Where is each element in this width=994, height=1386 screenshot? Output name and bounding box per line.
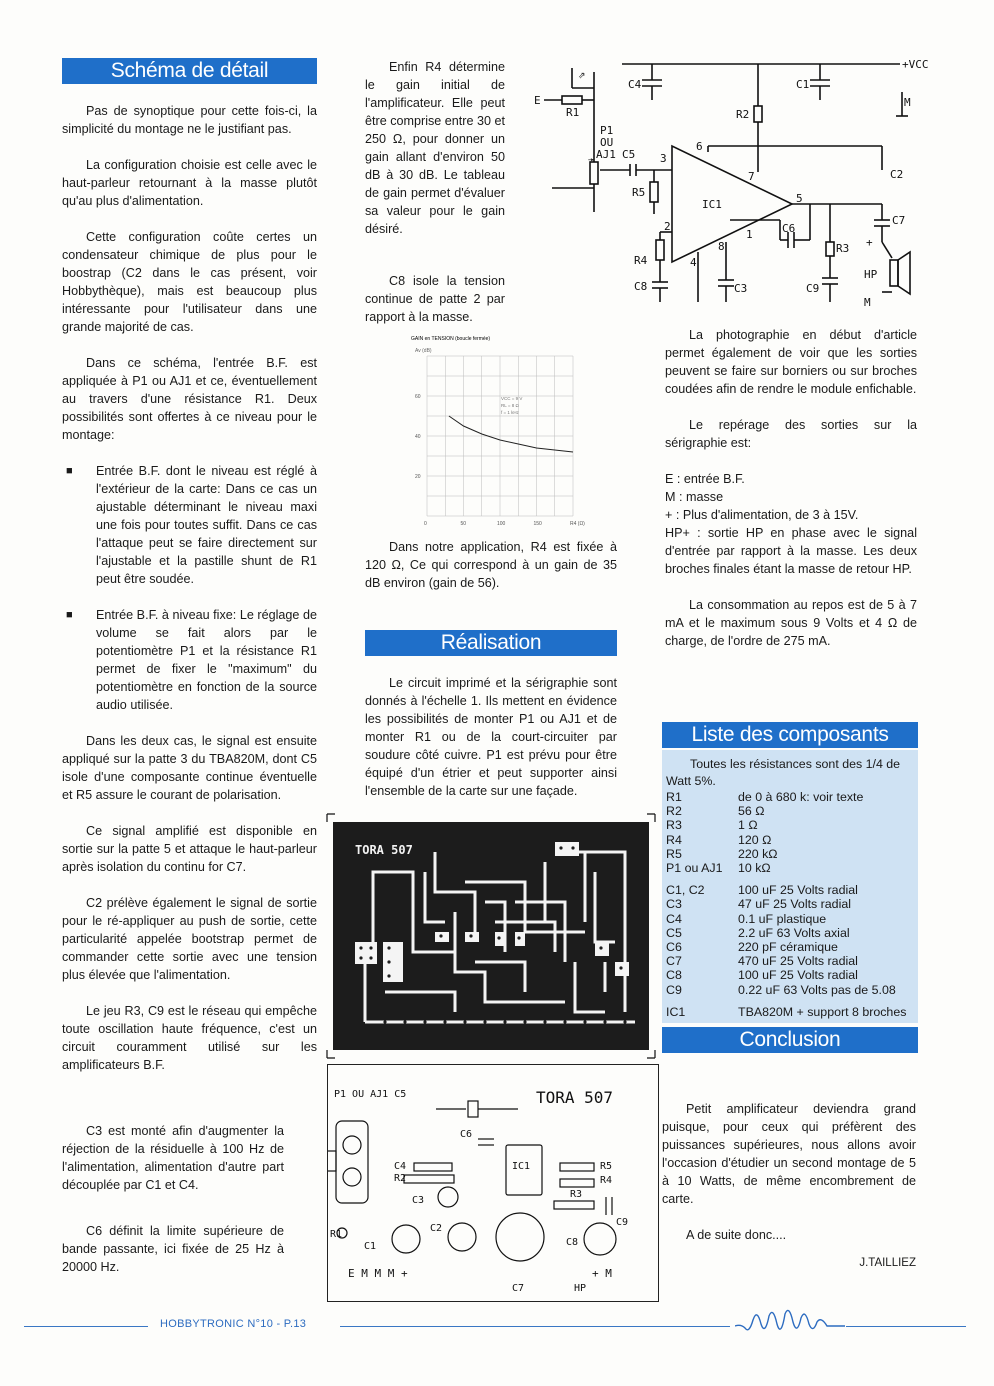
bullet-item (62, 462, 317, 588)
middle-column-3 (365, 538, 617, 610)
pcb-pad-hole (369, 946, 372, 949)
svg-text:M: M (864, 296, 871, 309)
pcb-pad-hole (563, 1020, 566, 1023)
capacitor-row (666, 983, 914, 997)
y-tick-label: 60 (415, 394, 421, 400)
svg-text:E: E (534, 94, 541, 107)
part-ref: R3 (666, 818, 682, 833)
svg-text:C1: C1 (364, 1241, 377, 1252)
part-ref: C5 (666, 925, 682, 940)
svg-text:C3: C3 (412, 1195, 425, 1206)
pcb-pad-hole (503, 1020, 506, 1023)
svg-text:P1: P1 (600, 124, 614, 137)
silk-top-label: P1 OU AJ1 C5 (334, 1089, 407, 1100)
paragraph: La configuration choisie est celle avec le haut-parleur retournant à la masse plutôt qu'au plus d'alimentation. (62, 158, 317, 208)
svg-text:R3: R3 (836, 242, 850, 255)
part-value: 100 uF 25 Volts radial (738, 883, 858, 898)
svg-text:M: M (904, 96, 911, 109)
graph-grid (427, 356, 573, 516)
left-column-lower (62, 1122, 284, 1294)
parts-section (662, 722, 918, 1071)
svg-text:⇗: ⇗ (578, 67, 586, 81)
svg-text:OU: OU (600, 136, 614, 149)
svg-text:IC1: IC1 (702, 198, 722, 211)
svg-text:R3: R3 (570, 1189, 583, 1200)
svg-text:C3: C3 (734, 282, 748, 295)
svg-text:7: 7 (748, 170, 755, 183)
paragraph: La photographie en début d'article permet également de voir que les sorties peuvent se faire sur borniers ou sur broches coudées afin de rendre le module enfichable. (665, 328, 917, 396)
svg-text:IC1: IC1 (512, 1161, 531, 1172)
svg-text:C8: C8 (566, 1237, 579, 1248)
part-ref: C1, C2 (666, 883, 705, 898)
pcb-pad-hole (369, 956, 372, 959)
middle-column (365, 58, 505, 256)
parts-intro: Toutes les résistances sont des 1/4 de Watt 5%. (666, 757, 901, 788)
middle-column-4 (365, 630, 617, 818)
svg-text:AJ1: AJ1 (596, 148, 616, 161)
paragraph: La consommation au repos est de 5 à 7 mA et le maximum sous 9 Volts et 4 Ω de charge, de l'ordre de 275 mA. (665, 598, 917, 648)
ic-row (666, 1005, 914, 1019)
section-heading-schema: Schéma de détail (62, 58, 317, 84)
part-value: 220 kΩ (738, 846, 778, 861)
y-tick-label: 40 (415, 434, 421, 440)
resistor-row (666, 861, 914, 875)
graph-ylabel: Av (dB) (415, 348, 432, 354)
svg-text:C7: C7 (892, 214, 906, 227)
paragraph: Enfin R4 détermine le gain initial de l'amplificateur. Elle peut être comprise entre 30 et 250 Ω, pour donner un gain allant d'environ 50 dB à 30 dB. Le tableau de gain permet d'évaluer sa valeur pour le gain désiré. (365, 60, 506, 236)
part-value: 0.1 uF plastique (738, 911, 827, 926)
bullet-text: Entrée B.F. dont le niveau est réglé à l'extérieur de la carte: Dans ce cas un ajustable déterminant le niveau maxi une fois pour toutes suffit. Dans ce cas l'attaque peut se faire directement sur l'ajustable et la pastille shunt de R1 peut être soudée. (96, 464, 317, 586)
paragraph: A de suite donc.... (686, 1228, 787, 1242)
svg-text:2: 2 (664, 220, 671, 233)
part-ref: P1 ou AJ1 (666, 861, 723, 876)
pcb-pad-hole (463, 1020, 466, 1023)
silk-bottom-right: + M (592, 1267, 612, 1280)
svg-text:1: 1 (746, 228, 753, 241)
x-tick-label: 150 (533, 521, 542, 527)
section-heading-parts: Liste des composants (662, 722, 918, 748)
x-tick-label: 100 (497, 521, 506, 527)
part-ref: C9 (666, 982, 682, 997)
capacitor-row (666, 926, 914, 940)
silk-title: TORA 507 (536, 1088, 614, 1107)
graph-title: GAIN en TENSION (boucle fermée) (411, 336, 491, 342)
pcb-frame (325, 812, 657, 1060)
capacitor-row (666, 954, 914, 968)
silkscreen-layout (328, 1065, 658, 1301)
svg-text:C9: C9 (806, 282, 820, 295)
paragraph: Dans les deux cas, le signal est ensuite appliqué sur la patte 3 du TBA820M, dont C5 isole d'une composante continue éventuelle et R5 assure le courant de polarisation. (62, 734, 317, 802)
pcb-pad-hole (359, 946, 362, 949)
x-tick-label: 50 (460, 521, 467, 527)
part-ref: R5 (666, 846, 682, 861)
svg-text:C7: C7 (512, 1283, 525, 1294)
resistor-row (666, 833, 914, 847)
svg-text:6: 6 (696, 140, 703, 153)
legend-f: f = 1 kHz (501, 410, 519, 415)
bullet-text: Entrée B.F. à niveau fixe: Le réglage de volume se fait alors par le potentiomètre P1 et la résistance R1 permet de fixer le "maximum" du potentiomètre en fonction de la source audio utilisée. (96, 608, 317, 712)
part-value: 56 Ω (738, 804, 765, 819)
x-tick-label: 0 (424, 521, 427, 527)
pcb-title: TORA 507 (355, 843, 413, 857)
capacitor-row (666, 968, 914, 982)
svg-text:C9: C9 (616, 1217, 629, 1228)
paragraph: C2 prélève également le signal de sortie pour le ré-appliquer au push de sortie, cette particularité appelée bootstrap permet de commander cette sortie avec une tension plus élevée que l'alimentation. (62, 896, 317, 982)
svg-text:C2: C2 (430, 1223, 443, 1234)
resistor-row (666, 804, 914, 818)
part-ref: IC1 (666, 1004, 686, 1019)
svg-text:R1: R1 (330, 1229, 343, 1240)
svg-text:➛: ➛ (588, 153, 596, 167)
pcb-pad-hole (443, 1020, 446, 1023)
part-value: 120 Ω (738, 832, 772, 847)
paragraph: Le jeu R3, C9 est le réseau qui empêche toute oscillation haute fréquence, c'est un circuit couramment utilisé sur les amplificateurs B.F. (62, 1004, 317, 1072)
output-plus: + : Plus d'alimentation, de 3 à 15V. (665, 508, 859, 522)
pcb-pad-hole (469, 934, 472, 937)
paragraph: Petit amplificateur deviendra grand puisque, pour ceux qui préfèrent des puissances supérieures, nous allons avoir l'occasion d'étudier un second montage de 5 à 10 Watts, de même encombrement de carte. (662, 1102, 916, 1206)
bullet-icon: ■ (66, 465, 73, 477)
part-ref: C4 (666, 911, 682, 926)
svg-text:C5: C5 (622, 148, 636, 161)
svg-text:+: + (866, 236, 873, 249)
part-value: 0.22 uF 63 Volts pas de 5.08 (738, 982, 896, 997)
part-ref: C6 (666, 940, 682, 955)
silk-bottom-left: E M M M + (348, 1267, 408, 1280)
resistor-row (666, 790, 914, 804)
pcb-pad-hole (387, 946, 390, 949)
paragraph: Le repérage des sorties sur la sérigraphie est: (665, 418, 917, 450)
svg-text:+VCC: +VCC (902, 58, 929, 71)
capacitor-row (666, 912, 914, 926)
part-value: 470 uF 25 Volts radial (738, 954, 858, 969)
part-value: 2.2 uF 63 Volts axial (738, 925, 850, 940)
paragraph: Ce signal amplifié est disponible en sortie sur la patte 5 et attaque le haut-parleur après isolation du continu for C7. (62, 824, 317, 874)
left-column (62, 58, 317, 1092)
pcb-pad-hole (603, 1020, 606, 1023)
resistor-row (666, 847, 914, 861)
part-value: 100 uF 25 Volts radial (738, 968, 858, 983)
part-value: de 0 à 680 k: voir texte (738, 790, 864, 804)
paragraph: C6 définit la limite supérieure de bande passante, ici fixée de 25 Hz à 20000 Hz. (62, 1224, 284, 1274)
x-tick-label: R4 (Ω) (570, 521, 585, 527)
y-tick-label: 20 (415, 474, 421, 480)
part-ref: R2 (666, 804, 682, 819)
part-value: 1 Ω (738, 818, 758, 833)
pcb-pad-hole (403, 1020, 406, 1023)
svg-text:HP: HP (864, 268, 878, 281)
pcb-pad-hole (359, 956, 362, 959)
output-hp: HP+ : sortie HP en phase avec le signal d'entrée par rapport à la masse. Les deux broches finales étant la masse de retour HP. (665, 526, 917, 576)
paragraph: Le circuit imprimé et la sérigraphie sont donnés à l'échelle 1. Ils mettent en évidence les possibilités de monter P1 ou AJ1 et de monter R1 ou de la court-circuiter par soudure côté cuivre. P1 est prévu pour être équipé d'un étrier et peut supporter ainsi l'ensemble de la carte sur une façade. (365, 676, 617, 798)
paragraph: Dans notre application, R4 est fixée à 120 Ω, Ce qui correspond à un gain de 35 dB environ (gain de 56). (365, 540, 617, 590)
bullet-icon: ■ (66, 609, 73, 621)
pcb-pad-hole (497, 936, 500, 939)
bullet-list (62, 462, 317, 714)
pcb-pad-hole (623, 1020, 626, 1023)
svg-text:R1: R1 (566, 106, 580, 119)
part-value: TBA820M + support 8 broches (738, 1004, 907, 1019)
section-heading-conclusion: Conclusion (662, 1027, 918, 1053)
pcb-pad-hole (387, 974, 390, 977)
capacitor-row (666, 897, 914, 911)
page-footer (0, 1316, 994, 1336)
circuit-schematic (530, 52, 950, 314)
conclusion-column (662, 1100, 916, 1272)
pcb-layout (325, 812, 657, 1060)
gain-curve (449, 416, 573, 452)
pcb-pad-hole (383, 1020, 386, 1023)
pcb-pad-hole (439, 934, 442, 937)
part-value: 47 uF 25 Volts radial (738, 897, 851, 912)
capacitor-row (666, 883, 914, 897)
svg-text:R4: R4 (634, 254, 648, 267)
part-ref: C7 (666, 954, 682, 969)
silkscreen-frame (327, 1064, 659, 1302)
output-e: E : entrée B.F. (665, 472, 745, 486)
paragraph: Dans ce schéma, l'entrée B.F. est appliquée à P1 ou AJ1 et ce, éventuellement au travers d'une résistance R1. Deux possibilités sont offertes à ce niveau pour le montage: (62, 356, 317, 442)
right-column (665, 326, 917, 668)
svg-text:R2: R2 (394, 1173, 407, 1184)
svg-text:C4: C4 (394, 1161, 407, 1172)
capacitor-row (666, 940, 914, 954)
paragraph: C8 isole la tension continue de patte 2 par rapport à la masse. (365, 274, 505, 324)
svg-text:C2: C2 (890, 168, 904, 181)
part-value: 10 kΩ (738, 861, 771, 876)
footer-text: HOBBYTRONIC N°10 - P.13 (160, 1318, 307, 1330)
part-value: 220 pF céramique (738, 940, 838, 955)
svg-text:C6: C6 (460, 1129, 473, 1140)
parts-list (662, 750, 918, 1023)
legend-vcc: VCC = 9 V (501, 396, 523, 401)
output-list (665, 470, 917, 578)
part-ref: C3 (666, 897, 682, 912)
svg-text:C4: C4 (628, 78, 642, 91)
svg-text:R4: R4 (600, 1175, 613, 1186)
bullet-item (62, 606, 317, 714)
part-ref: R4 (666, 832, 682, 847)
pcb-pad-hole (423, 1020, 426, 1023)
svg-text:3: 3 (660, 152, 667, 165)
svg-text:R2: R2 (736, 108, 750, 121)
svg-text:C1: C1 (796, 78, 810, 91)
svg-text:R5: R5 (632, 186, 646, 199)
pcb-pad-hole (517, 936, 520, 939)
resistor-row (666, 818, 914, 832)
pcb-pad-hole (599, 946, 602, 949)
output-m: M : masse (665, 490, 724, 504)
svg-text:4: 4 (690, 256, 697, 269)
pcb-pad-hole (387, 960, 390, 963)
author: J.TAILLIEZ (859, 1257, 916, 1269)
wave-logo (735, 1304, 845, 1338)
gain-graph (405, 334, 585, 530)
svg-text:C8: C8 (634, 280, 648, 293)
section-heading-realisation: Réalisation (365, 630, 617, 656)
svg-text:8: 8 (718, 240, 725, 253)
paragraph: C3 est monté afin d'augmenter la réjection de la résiduelle à 100 Hz de l'alimentation, alimentation d'autre part découplée par C1 et C4. (62, 1124, 284, 1192)
part-ref: R1 (666, 790, 682, 804)
pcb-pad-hole (559, 846, 562, 849)
pcb-pad-hole (571, 846, 574, 849)
pcb-pad-hole (543, 1020, 546, 1023)
pcb-pad-hole (583, 1020, 586, 1023)
pcb-pad-hole (619, 966, 622, 969)
pcb-pad-hole (483, 1020, 486, 1023)
pcb-pad-hole (523, 1020, 526, 1023)
silk-hp: HP (574, 1283, 587, 1294)
legend-rl: RL = 8 Ω (501, 403, 519, 408)
svg-text:R5: R5 (600, 1161, 613, 1172)
part-ref: C8 (666, 968, 682, 983)
paragraph: Cette configuration coûte certes un condensateur chimique de plus pour le boostrap (C2 dans le cas présent, voir Hobbythèque), mais est beaucoup plus intéressante pour l'utilisateur dans une grande majorité de cas. (62, 230, 317, 334)
paragraph: Pas de synoptique pour cette fois-ci, la simplicité du montage ne le justifiant pas. (62, 104, 317, 136)
svg-text:C6: C6 (782, 222, 796, 235)
svg-text:5: 5 (796, 192, 803, 205)
